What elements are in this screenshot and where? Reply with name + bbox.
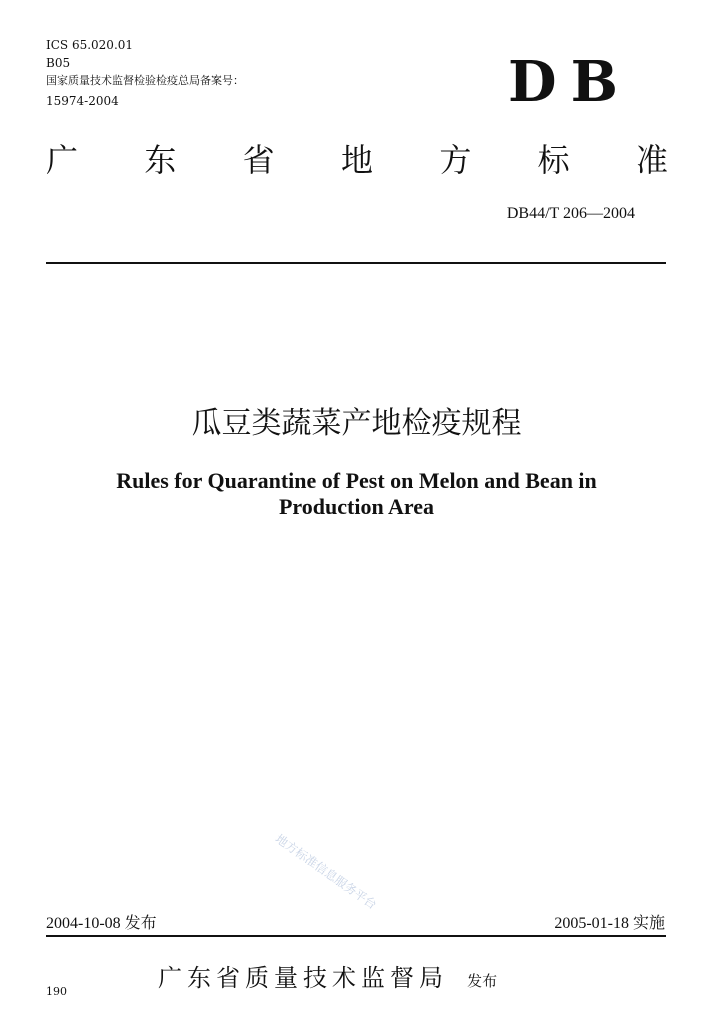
standard-type-char: 方 xyxy=(439,141,472,179)
issuer-suffix: 发布 xyxy=(467,972,498,990)
record-label: 国家质量技术监督检验检疫总局备案号： xyxy=(46,74,244,87)
standard-type-char: 地 xyxy=(340,141,373,179)
standard-type-char: 省 xyxy=(242,141,275,179)
db-logo: DB xyxy=(508,49,632,115)
record-number: 15974-2004 xyxy=(46,94,119,108)
standard-type-char: 标 xyxy=(537,141,570,179)
bottom-divider xyxy=(46,935,666,937)
ics-code: ICS 65.020.01 xyxy=(46,38,134,52)
implementation-date: 2005-01-18 实施 xyxy=(554,915,665,932)
english-title xyxy=(0,468,713,520)
issuer xyxy=(158,958,497,993)
standard-code: DB44/T 206—2004 xyxy=(506,205,635,222)
page-number: 190 xyxy=(46,985,67,998)
issuer-name: 广东省质量技术监督局 xyxy=(158,964,448,992)
standard-type-char: 东 xyxy=(144,141,177,179)
standard-type xyxy=(46,140,668,180)
top-divider xyxy=(46,262,666,264)
standard-type-char: 准 xyxy=(635,141,668,179)
watermark: 地方标准信息服务平台 xyxy=(272,831,380,912)
english-title-line: Rules for Quarantine of Pest on Melon and Bean in xyxy=(116,468,597,493)
standard-type-char: 广 xyxy=(46,141,79,179)
issue-date: 2004-10-08 发布 xyxy=(46,915,157,932)
chinese-title: 瓜豆类蔬菜产地检疫规程 xyxy=(191,406,522,441)
english-title-line: Production Area xyxy=(278,494,435,519)
classification-code: B05 xyxy=(46,56,71,70)
